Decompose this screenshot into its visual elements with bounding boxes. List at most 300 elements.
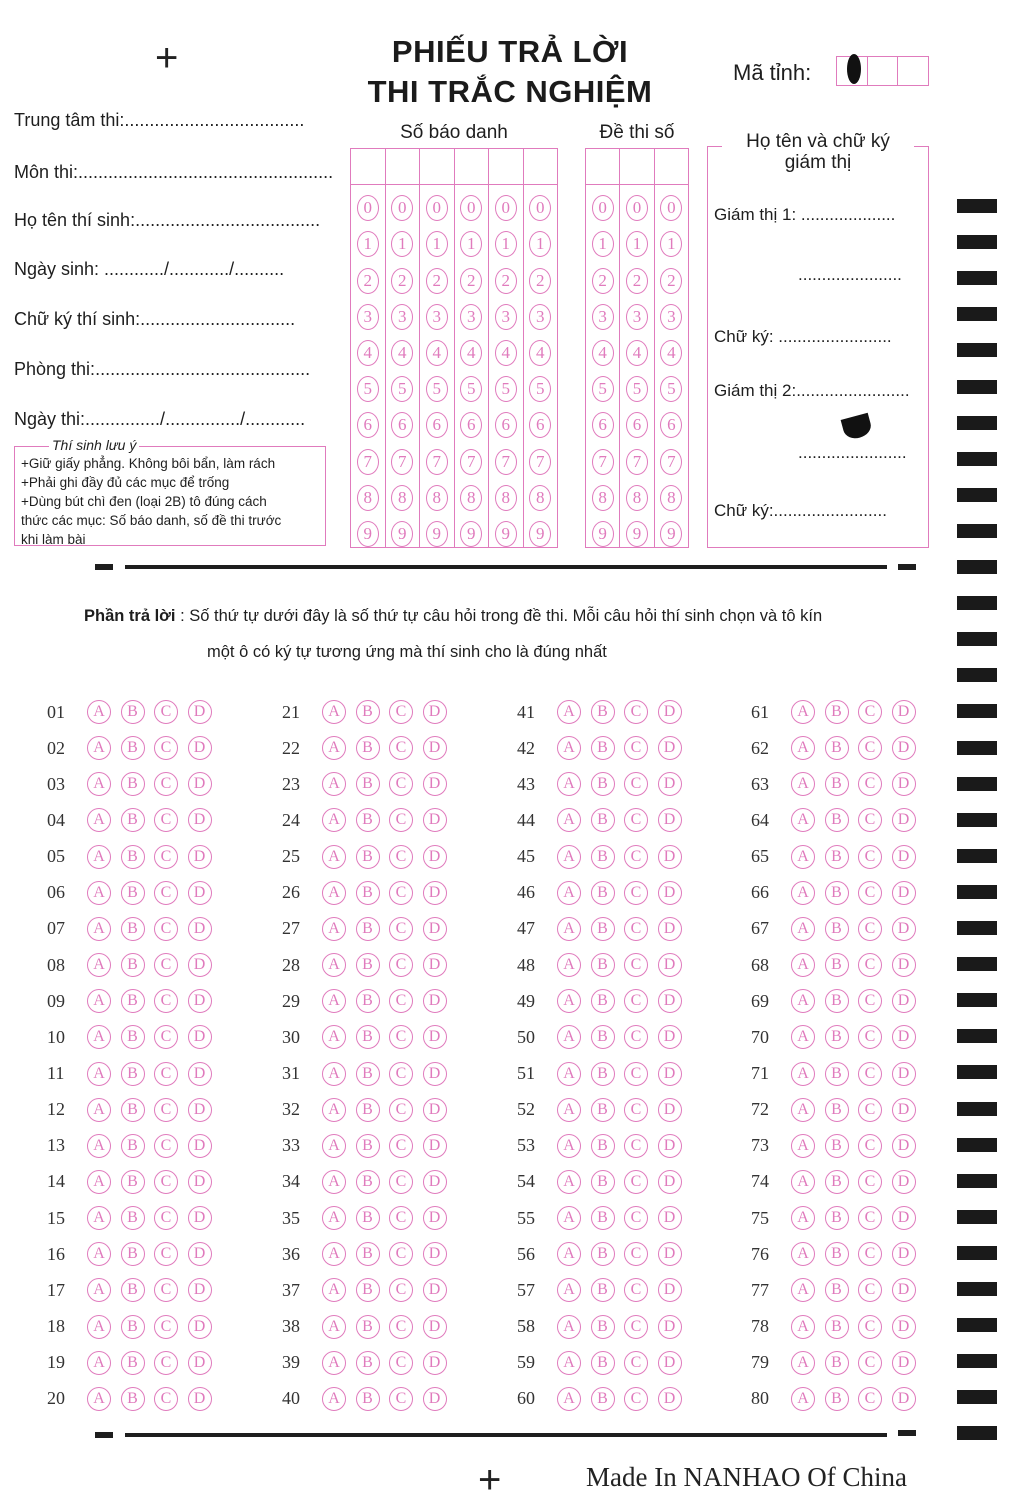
answer-option-bubble[interactable]: D [188, 1387, 212, 1411]
answer-option-bubble[interactable]: A [791, 1098, 815, 1122]
candidate-field-dots[interactable]: ........................................... [95, 359, 311, 379]
exam-code-digit-bubble[interactable]: 9 [592, 521, 614, 547]
answer-option-bubble[interactable]: C [624, 1387, 648, 1411]
answer-option-bubble[interactable]: C [389, 1062, 413, 1086]
candidate-number-write-cell[interactable] [420, 149, 454, 185]
candidate-number-digit-bubble[interactable]: 4 [460, 340, 482, 366]
answer-option-bubble[interactable]: D [423, 700, 447, 724]
answer-option-bubble[interactable]: B [121, 772, 145, 796]
answer-option-bubble[interactable]: D [423, 1206, 447, 1230]
proctor-line[interactable]: Chữ ký: ........................ [714, 327, 892, 346]
answer-option-bubble[interactable]: A [322, 1315, 346, 1339]
answer-option-bubble[interactable]: D [658, 1278, 682, 1302]
answer-option-bubble[interactable]: C [389, 845, 413, 869]
answer-option-bubble[interactable]: D [188, 700, 212, 724]
answer-option-bubble[interactable]: B [825, 772, 849, 796]
answer-option-bubble[interactable]: C [624, 1278, 648, 1302]
answer-option-bubble[interactable]: C [858, 808, 882, 832]
answer-option-bubble[interactable]: C [154, 989, 178, 1013]
answer-option-bubble[interactable]: D [892, 736, 916, 760]
answer-option-bubble[interactable]: B [121, 845, 145, 869]
answer-option-bubble[interactable]: B [591, 1387, 615, 1411]
answer-option-bubble[interactable]: B [121, 1351, 145, 1375]
exam-code-digit-bubble[interactable]: 7 [626, 449, 648, 475]
answer-option-bubble[interactable]: B [356, 700, 380, 724]
candidate-number-digit-bubble[interactable]: 7 [391, 449, 413, 475]
answer-option-bubble[interactable]: B [825, 845, 849, 869]
candidate-number-digit-bubble[interactable]: 2 [391, 268, 413, 294]
candidate-number-digit-bubble[interactable]: 5 [460, 376, 482, 402]
answer-option-bubble[interactable]: B [356, 1134, 380, 1158]
answer-option-bubble[interactable]: D [423, 1098, 447, 1122]
candidate-number-digit-bubble[interactable]: 6 [495, 412, 517, 438]
candidate-number-digit-bubble[interactable]: 2 [495, 268, 517, 294]
answer-option-bubble[interactable]: C [858, 1278, 882, 1302]
answer-option-bubble[interactable]: B [356, 845, 380, 869]
answer-option-bubble[interactable]: B [121, 1278, 145, 1302]
answer-option-bubble[interactable]: D [423, 736, 447, 760]
proctor-line[interactable]: Chữ ký:........................ [714, 501, 887, 520]
answer-option-bubble[interactable]: C [858, 736, 882, 760]
exam-code-digit-bubble[interactable]: 7 [660, 449, 682, 475]
answer-option-bubble[interactable]: B [121, 1134, 145, 1158]
answer-option-bubble[interactable]: D [892, 1278, 916, 1302]
answer-option-bubble[interactable]: C [858, 1206, 882, 1230]
answer-option-bubble[interactable]: D [188, 1062, 212, 1086]
answer-option-bubble[interactable]: D [423, 1278, 447, 1302]
answer-option-bubble[interactable]: B [591, 1025, 615, 1049]
answer-option-bubble[interactable]: B [356, 1387, 380, 1411]
answer-option-bubble[interactable]: B [591, 1315, 615, 1339]
answer-option-bubble[interactable]: B [121, 881, 145, 905]
answer-option-bubble[interactable]: A [322, 1098, 346, 1122]
answer-option-bubble[interactable]: C [389, 1206, 413, 1230]
answer-option-bubble[interactable]: A [87, 1134, 111, 1158]
answer-option-bubble[interactable]: C [624, 808, 648, 832]
answer-option-bubble[interactable]: C [858, 1134, 882, 1158]
answer-option-bubble[interactable]: C [858, 1098, 882, 1122]
answer-option-bubble[interactable]: B [591, 700, 615, 724]
candidate-field-dots[interactable]: ............................... [140, 309, 296, 329]
candidate-number-digit-bubble[interactable]: 9 [426, 521, 448, 547]
answer-option-bubble[interactable]: C [154, 845, 178, 869]
answer-option-bubble[interactable]: B [825, 953, 849, 977]
answer-option-bubble[interactable]: C [154, 1206, 178, 1230]
answer-option-bubble[interactable]: C [389, 1170, 413, 1194]
answer-option-bubble[interactable]: D [188, 1206, 212, 1230]
answer-option-bubble[interactable]: C [389, 1351, 413, 1375]
answer-option-bubble[interactable]: A [87, 845, 111, 869]
answer-option-bubble[interactable]: C [624, 1351, 648, 1375]
answer-option-bubble[interactable]: B [356, 917, 380, 941]
answer-option-bubble[interactable]: A [87, 808, 111, 832]
answer-option-bubble[interactable]: B [121, 1062, 145, 1086]
answer-option-bubble[interactable]: A [87, 700, 111, 724]
answer-option-bubble[interactable]: B [825, 1170, 849, 1194]
candidate-number-digit-bubble[interactable]: 5 [391, 376, 413, 402]
candidate-number-digit-bubble[interactable]: 5 [357, 376, 379, 402]
answer-option-bubble[interactable]: C [858, 1387, 882, 1411]
answer-option-bubble[interactable]: C [389, 736, 413, 760]
answer-option-bubble[interactable]: B [591, 772, 615, 796]
candidate-number-write-cell[interactable] [351, 149, 385, 185]
answer-option-bubble[interactable]: D [423, 1134, 447, 1158]
answer-option-bubble[interactable]: C [389, 881, 413, 905]
answer-option-bubble[interactable]: D [423, 1387, 447, 1411]
answer-option-bubble[interactable]: A [791, 1242, 815, 1266]
answer-option-bubble[interactable]: D [658, 1315, 682, 1339]
candidate-number-digit-bubble[interactable]: 5 [529, 376, 551, 402]
answer-option-bubble[interactable]: C [624, 1170, 648, 1194]
answer-option-bubble[interactable]: A [791, 953, 815, 977]
exam-code-digit-bubble[interactable]: 5 [660, 376, 682, 402]
answer-option-bubble[interactable]: A [87, 736, 111, 760]
candidate-number-digit-bubble[interactable]: 6 [391, 412, 413, 438]
answer-option-bubble[interactable]: A [557, 736, 581, 760]
answer-option-bubble[interactable]: B [121, 1098, 145, 1122]
answer-option-bubble[interactable]: C [858, 1315, 882, 1339]
answer-option-bubble[interactable]: D [658, 953, 682, 977]
answer-option-bubble[interactable]: A [791, 1278, 815, 1302]
exam-code-digit-bubble[interactable]: 3 [660, 304, 682, 330]
answer-option-bubble[interactable]: C [154, 1134, 178, 1158]
answer-option-bubble[interactable]: C [858, 953, 882, 977]
answer-option-bubble[interactable]: D [892, 1351, 916, 1375]
answer-option-bubble[interactable]: A [791, 845, 815, 869]
answer-option-bubble[interactable]: B [591, 1206, 615, 1230]
candidate-number-digit-bubble[interactable]: 3 [357, 304, 379, 330]
answer-option-bubble[interactable]: B [825, 1025, 849, 1049]
answer-option-bubble[interactable]: C [154, 1242, 178, 1266]
answer-option-bubble[interactable]: B [825, 700, 849, 724]
answer-option-bubble[interactable]: D [188, 953, 212, 977]
answer-option-bubble[interactable]: C [389, 953, 413, 977]
exam-code-digit-bubble[interactable]: 2 [660, 268, 682, 294]
answer-option-bubble[interactable]: C [154, 700, 178, 724]
candidate-number-digit-bubble[interactable]: 3 [495, 304, 517, 330]
candidate-number-digit-bubble[interactable]: 9 [391, 521, 413, 547]
answer-option-bubble[interactable]: C [624, 736, 648, 760]
answer-option-bubble[interactable]: D [423, 989, 447, 1013]
answer-option-bubble[interactable]: C [154, 1098, 178, 1122]
exam-code-digit-bubble[interactable]: 3 [592, 304, 614, 330]
candidate-number-digit-bubble[interactable]: 9 [495, 521, 517, 547]
answer-option-bubble[interactable]: A [557, 700, 581, 724]
answer-option-bubble[interactable]: B [591, 736, 615, 760]
answer-option-bubble[interactable]: D [658, 1351, 682, 1375]
exam-code-digit-bubble[interactable]: 2 [626, 268, 648, 294]
answer-option-bubble[interactable]: C [624, 845, 648, 869]
answer-option-bubble[interactable]: A [322, 1134, 346, 1158]
answer-option-bubble[interactable]: D [892, 845, 916, 869]
answer-option-bubble[interactable]: D [423, 1025, 447, 1049]
candidate-field[interactable] [14, 162, 333, 183]
answer-option-bubble[interactable]: C [154, 736, 178, 760]
answer-option-bubble[interactable]: D [658, 808, 682, 832]
answer-option-bubble[interactable]: A [791, 1206, 815, 1230]
answer-option-bubble[interactable]: C [389, 772, 413, 796]
answer-option-bubble[interactable]: B [825, 1351, 849, 1375]
answer-option-bubble[interactable]: D [423, 1242, 447, 1266]
candidate-number-write-cell[interactable] [386, 149, 420, 185]
answer-option-bubble[interactable]: A [557, 953, 581, 977]
answer-option-bubble[interactable]: C [624, 953, 648, 977]
candidate-number-digit-bubble[interactable]: 0 [357, 195, 379, 221]
exam-code-digit-bubble[interactable]: 5 [592, 376, 614, 402]
answer-option-bubble[interactable]: D [658, 881, 682, 905]
answer-option-bubble[interactable]: D [188, 1098, 212, 1122]
candidate-number-digit-bubble[interactable]: 7 [460, 449, 482, 475]
candidate-number-write-cell[interactable] [489, 149, 523, 185]
answer-option-bubble[interactable]: C [154, 1062, 178, 1086]
answer-option-bubble[interactable]: A [557, 1170, 581, 1194]
exam-code-digit-bubble[interactable]: 4 [626, 340, 648, 366]
candidate-number-digit-bubble[interactable]: 8 [529, 485, 551, 511]
answer-option-bubble[interactable]: A [87, 953, 111, 977]
answer-option-bubble[interactable]: A [322, 1062, 346, 1086]
answer-option-bubble[interactable]: B [121, 1242, 145, 1266]
answer-option-bubble[interactable]: A [557, 1025, 581, 1049]
answer-option-bubble[interactable]: B [825, 1134, 849, 1158]
candidate-number-digit-bubble[interactable]: 8 [357, 485, 379, 511]
candidate-field[interactable] [14, 259, 284, 280]
exam-code-digit-bubble[interactable]: 8 [626, 485, 648, 511]
answer-option-bubble[interactable]: B [825, 1315, 849, 1339]
answer-option-bubble[interactable]: C [858, 1170, 882, 1194]
answer-option-bubble[interactable]: D [188, 989, 212, 1013]
answer-option-bubble[interactable]: D [188, 845, 212, 869]
candidate-number-digit-bubble[interactable]: 6 [460, 412, 482, 438]
answer-option-bubble[interactable]: A [87, 1206, 111, 1230]
candidate-field[interactable] [14, 359, 310, 380]
candidate-number-digit-bubble[interactable]: 4 [391, 340, 413, 366]
answer-option-bubble[interactable]: B [356, 736, 380, 760]
exam-code-digit-bubble[interactable]: 0 [660, 195, 682, 221]
exam-code-digit-bubble[interactable]: 1 [592, 231, 614, 257]
answer-option-bubble[interactable]: C [858, 989, 882, 1013]
answer-option-bubble[interactable]: A [87, 1170, 111, 1194]
answer-option-bubble[interactable]: C [154, 1170, 178, 1194]
answer-option-bubble[interactable]: A [791, 700, 815, 724]
answer-option-bubble[interactable]: B [121, 808, 145, 832]
candidate-number-digit-bubble[interactable]: 3 [391, 304, 413, 330]
candidate-number-digit-bubble[interactable]: 0 [391, 195, 413, 221]
answer-option-bubble[interactable]: A [322, 772, 346, 796]
candidate-number-digit-bubble[interactable]: 3 [529, 304, 551, 330]
answer-option-bubble[interactable]: D [658, 1062, 682, 1086]
answer-option-bubble[interactable]: A [557, 881, 581, 905]
answer-option-bubble[interactable]: D [658, 1170, 682, 1194]
exam-code-digit-bubble[interactable]: 6 [626, 412, 648, 438]
answer-option-bubble[interactable]: A [87, 1351, 111, 1375]
answer-option-bubble[interactable]: D [658, 989, 682, 1013]
answer-option-bubble[interactable]: A [87, 1387, 111, 1411]
candidate-field-dots[interactable]: .............../.............../............ [85, 409, 306, 429]
candidate-number-digit-bubble[interactable]: 4 [529, 340, 551, 366]
candidate-field-dots[interactable]: .................................... [124, 110, 305, 130]
exam-code-write-cell[interactable] [586, 149, 619, 185]
answer-option-bubble[interactable]: A [791, 772, 815, 796]
answer-option-bubble[interactable]: A [322, 1206, 346, 1230]
exam-code-digit-bubble[interactable]: 7 [592, 449, 614, 475]
answer-option-bubble[interactable]: B [356, 808, 380, 832]
answer-option-bubble[interactable]: B [591, 1062, 615, 1086]
answer-option-bubble[interactable]: B [121, 736, 145, 760]
exam-code-digit-bubble[interactable]: 4 [660, 340, 682, 366]
answer-option-bubble[interactable]: A [322, 881, 346, 905]
answer-option-bubble[interactable]: A [791, 808, 815, 832]
candidate-number-digit-bubble[interactable]: 8 [460, 485, 482, 511]
answer-option-bubble[interactable]: D [892, 772, 916, 796]
candidate-number-digit-bubble[interactable]: 1 [357, 231, 379, 257]
exam-code-digit-bubble[interactable]: 0 [626, 195, 648, 221]
candidate-number-digit-bubble[interactable]: 4 [495, 340, 517, 366]
answer-option-bubble[interactable]: D [188, 772, 212, 796]
answer-option-bubble[interactable]: B [121, 700, 145, 724]
candidate-number-digit-bubble[interactable]: 7 [529, 449, 551, 475]
candidate-number-digit-bubble[interactable]: 0 [460, 195, 482, 221]
answer-option-bubble[interactable]: D [658, 772, 682, 796]
candidate-number-digit-bubble[interactable]: 1 [529, 231, 551, 257]
answer-option-bubble[interactable]: A [557, 845, 581, 869]
answer-option-bubble[interactable]: C [624, 1025, 648, 1049]
candidate-number-digit-bubble[interactable]: 0 [495, 195, 517, 221]
answer-option-bubble[interactable]: A [87, 1062, 111, 1086]
answer-option-bubble[interactable]: D [188, 1351, 212, 1375]
answer-option-bubble[interactable]: B [591, 1242, 615, 1266]
candidate-number-digit-bubble[interactable]: 7 [495, 449, 517, 475]
candidate-field-dots[interactable]: ............/............/.......... [99, 259, 285, 279]
answer-option-bubble[interactable]: C [624, 1062, 648, 1086]
answer-option-bubble[interactable]: B [591, 989, 615, 1013]
exam-code-digit-bubble[interactable]: 4 [592, 340, 614, 366]
answer-option-bubble[interactable]: B [825, 1206, 849, 1230]
answer-option-bubble[interactable]: A [791, 881, 815, 905]
answer-option-bubble[interactable]: D [423, 1062, 447, 1086]
exam-code-digit-bubble[interactable]: 6 [660, 412, 682, 438]
answer-option-bubble[interactable]: A [557, 1242, 581, 1266]
candidate-number-digit-bubble[interactable]: 7 [357, 449, 379, 475]
answer-option-bubble[interactable]: A [791, 1170, 815, 1194]
answer-option-bubble[interactable]: D [423, 917, 447, 941]
candidate-number-digit-bubble[interactable]: 7 [426, 449, 448, 475]
answer-option-bubble[interactable]: D [423, 772, 447, 796]
answer-option-bubble[interactable]: A [791, 1025, 815, 1049]
answer-option-bubble[interactable]: D [892, 953, 916, 977]
answer-option-bubble[interactable]: D [423, 881, 447, 905]
answer-option-bubble[interactable]: C [858, 881, 882, 905]
answer-option-bubble[interactable]: A [791, 1351, 815, 1375]
answer-option-bubble[interactable]: A [322, 1242, 346, 1266]
answer-option-bubble[interactable]: C [624, 917, 648, 941]
answer-option-bubble[interactable]: C [624, 772, 648, 796]
answer-option-bubble[interactable]: C [624, 1315, 648, 1339]
answer-option-bubble[interactable]: D [423, 845, 447, 869]
candidate-field[interactable] [14, 210, 320, 231]
answer-option-bubble[interactable]: B [825, 1098, 849, 1122]
exam-code-digit-bubble[interactable]: 3 [626, 304, 648, 330]
answer-option-bubble[interactable]: D [188, 917, 212, 941]
answer-option-bubble[interactable]: A [87, 881, 111, 905]
candidate-number-digit-bubble[interactable]: 9 [460, 521, 482, 547]
candidate-field[interactable] [14, 110, 304, 131]
answer-option-bubble[interactable]: D [188, 1242, 212, 1266]
answer-option-bubble[interactable]: D [892, 917, 916, 941]
proctor-line[interactable]: Giám thị 2:........................ [714, 381, 910, 400]
candidate-number-digit-bubble[interactable]: 1 [460, 231, 482, 257]
answer-option-bubble[interactable]: B [356, 1242, 380, 1266]
answer-option-bubble[interactable]: D [188, 1170, 212, 1194]
answer-option-bubble[interactable]: D [892, 1062, 916, 1086]
answer-option-bubble[interactable]: C [389, 917, 413, 941]
answer-option-bubble[interactable]: C [154, 808, 178, 832]
answer-option-bubble[interactable]: A [557, 1315, 581, 1339]
answer-option-bubble[interactable]: A [87, 1242, 111, 1266]
candidate-number-digit-bubble[interactable]: 1 [391, 231, 413, 257]
answer-option-bubble[interactable]: B [121, 1387, 145, 1411]
exam-code-digit-bubble[interactable]: 2 [592, 268, 614, 294]
answer-option-bubble[interactable]: A [322, 917, 346, 941]
answer-option-bubble[interactable]: B [356, 1098, 380, 1122]
answer-option-bubble[interactable]: D [892, 1206, 916, 1230]
answer-option-bubble[interactable]: C [154, 1387, 178, 1411]
answer-option-bubble[interactable]: D [188, 1278, 212, 1302]
answer-option-bubble[interactable]: B [825, 736, 849, 760]
answer-option-bubble[interactable]: D [423, 1170, 447, 1194]
answer-option-bubble[interactable]: D [188, 808, 212, 832]
answer-option-bubble[interactable]: C [154, 953, 178, 977]
answer-option-bubble[interactable]: B [591, 1351, 615, 1375]
candidate-number-digit-bubble[interactable]: 6 [529, 412, 551, 438]
candidate-number-digit-bubble[interactable]: 3 [426, 304, 448, 330]
answer-option-bubble[interactable]: B [825, 808, 849, 832]
answer-option-bubble[interactable]: B [121, 1170, 145, 1194]
answer-option-bubble[interactable]: D [188, 881, 212, 905]
answer-option-bubble[interactable]: D [892, 1025, 916, 1049]
answer-option-bubble[interactable]: C [858, 917, 882, 941]
answer-option-bubble[interactable]: B [591, 1170, 615, 1194]
answer-option-bubble[interactable]: A [322, 989, 346, 1013]
answer-option-bubble[interactable]: A [87, 1098, 111, 1122]
answer-option-bubble[interactable]: B [356, 1278, 380, 1302]
answer-option-bubble[interactable]: C [154, 772, 178, 796]
answer-option-bubble[interactable]: B [356, 989, 380, 1013]
answer-option-bubble[interactable]: A [791, 989, 815, 1013]
candidate-number-digit-bubble[interactable]: 0 [529, 195, 551, 221]
answer-option-bubble[interactable]: D [892, 881, 916, 905]
answer-option-bubble[interactable]: C [624, 1242, 648, 1266]
answer-option-bubble[interactable]: D [892, 1315, 916, 1339]
answer-option-bubble[interactable]: A [557, 1062, 581, 1086]
exam-code-digit-bubble[interactable]: 9 [660, 521, 682, 547]
proctor-line[interactable]: Giám thị 1: .................... [714, 205, 896, 224]
answer-option-bubble[interactable]: C [858, 1351, 882, 1375]
answer-option-bubble[interactable]: C [389, 1098, 413, 1122]
answer-option-bubble[interactable]: D [188, 736, 212, 760]
candidate-field-dots[interactable]: ................................................... [78, 162, 334, 182]
answer-option-bubble[interactable]: D [658, 736, 682, 760]
answer-option-bubble[interactable]: B [591, 1098, 615, 1122]
answer-option-bubble[interactable]: A [557, 989, 581, 1013]
answer-option-bubble[interactable]: A [322, 845, 346, 869]
candidate-number-digit-bubble[interactable]: 6 [426, 412, 448, 438]
answer-option-bubble[interactable]: A [557, 1098, 581, 1122]
answer-option-bubble[interactable]: C [389, 1278, 413, 1302]
answer-option-bubble[interactable]: D [658, 700, 682, 724]
answer-option-bubble[interactable]: B [591, 953, 615, 977]
answer-option-bubble[interactable]: C [858, 845, 882, 869]
candidate-number-write-cell[interactable] [455, 149, 489, 185]
